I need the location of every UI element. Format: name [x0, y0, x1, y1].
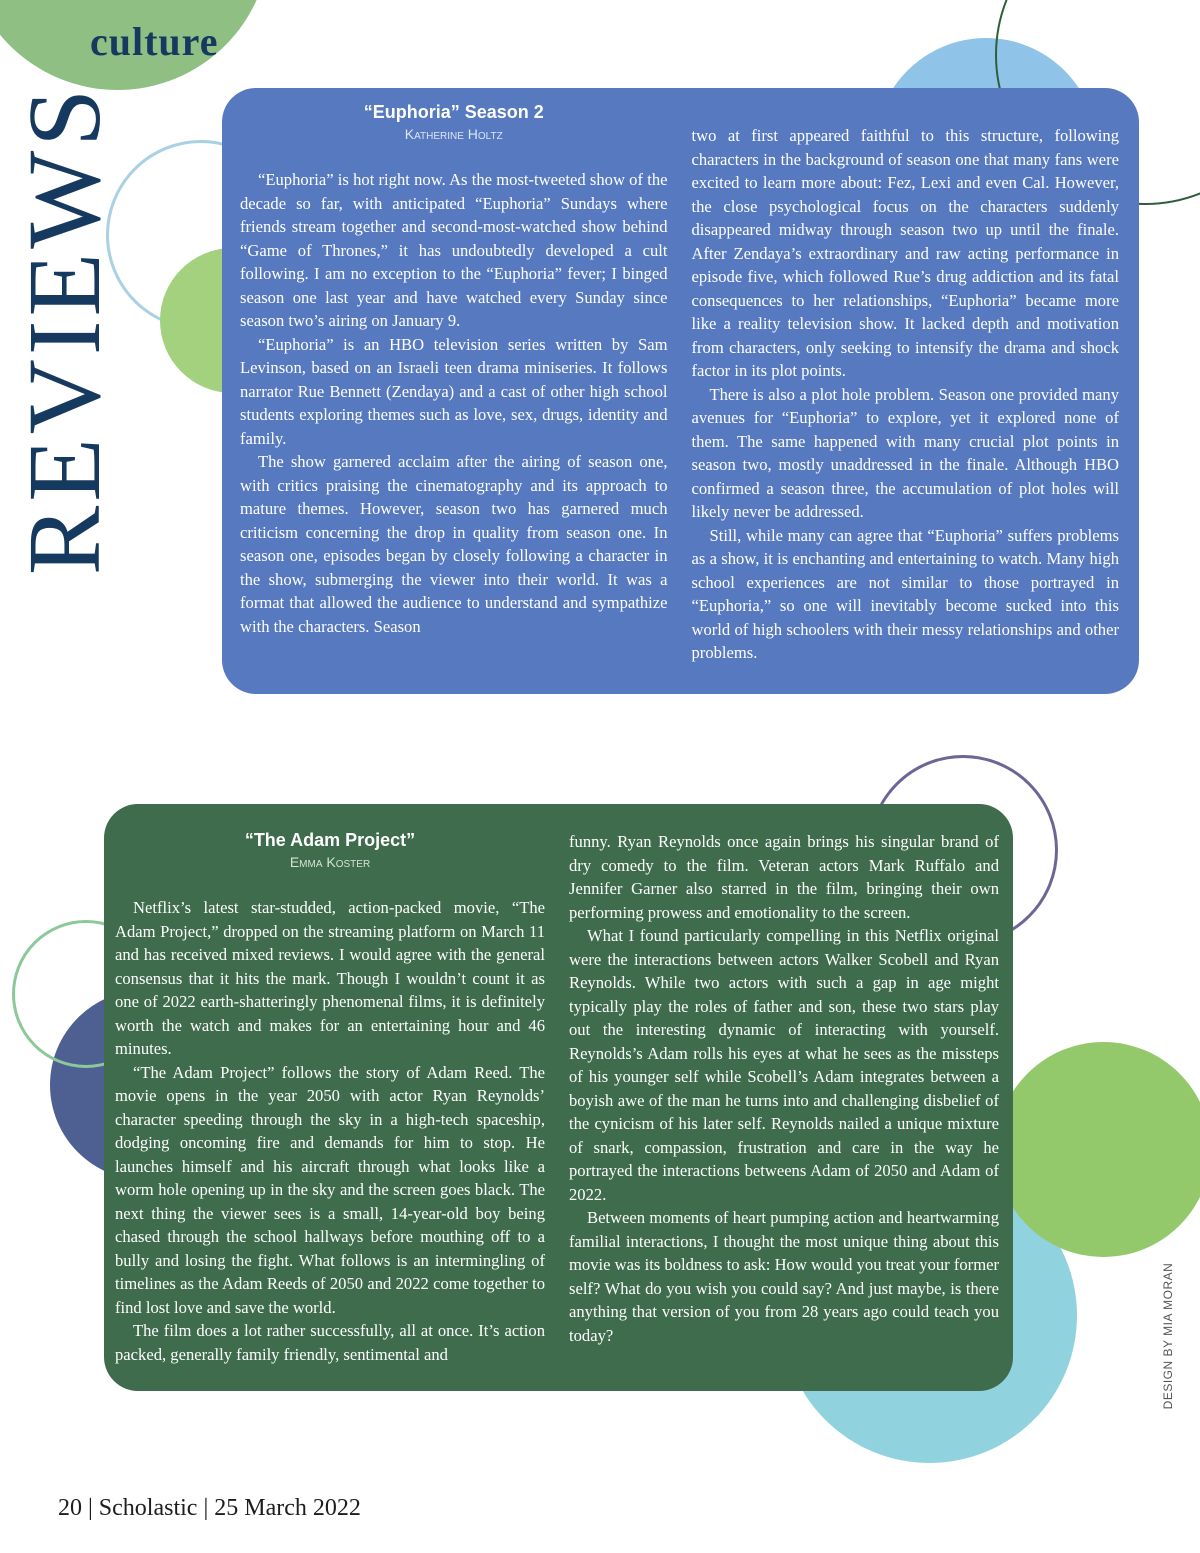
review-paragraph: Netflix’s latest star-studded, action-packed movie, “The Adam Project,” dropped on the streaming platform on March 11 and has received mixed reviews. I would agree with the general consensus that it hits the mark. Though I wouldn’t count it as one of 2022 earth-shatteringly phenomenal films, it is definitely worth the watch and makes for an entertaining hour and 46 minutes.	[115, 898, 545, 1058]
review-paragraph: There is also a plot hole problem. Season one provided many avenues for “Euphoria” to explore, yet it explored none of them. The same happened with many crucial plot points in season two, mostly unaddressed in the finale. Although HBO confirmed a season three, the accumulation of plot holes will likely never be addressed.	[691, 384, 1119, 521]
review-paragraph: “Euphoria” is an HBO television series written by Sam Levinson, based on an Israeli teen drama miniseries. It follows narrator Rue Bennett (Zendaya) and a cast of other high school students exploring themes such as love, sex, drugs, identity and family.	[240, 334, 668, 448]
section-tag: culture	[90, 19, 219, 64]
review-title: “The Adam Project”	[244, 830, 416, 850]
review-paragraph-continued: two at first appeared faithful to this structure, following characters in the background of season one that many fans were excited to learn more about: Fez, Lexi and even Cal. However, the close psychological focus on the characters suddenly disappeared midway through season two up until the finale. After Zendaya’s extraordinary and raw acting performance in episode five, which followed Rue’s drug addiction and its fatal consequences to her relationships, “Euphoria” became more like a reality television show. It lacked depth and motivation from characters, only seeking to intensify the drama and shock factor in its plot points.	[691, 126, 1119, 380]
review-author: Katherine Holtz	[404, 126, 503, 142]
review-card-euphoria	[222, 88, 1139, 694]
reviews-title-text: REVIEWS	[7, 84, 122, 576]
review-column-2	[692, 102, 1120, 680]
design-credit: DESIGN BY MIA MORAN	[1161, 1262, 1175, 1410]
review-author: Emma Koster	[289, 854, 371, 870]
review-title: “Euphoria” Season 2	[363, 102, 544, 122]
review-card-adam-project	[104, 804, 1013, 1391]
review-paragraph: The show garnered acclaim after the airing of season one, with critics praising the cinematography and its approach to mature themes. However, season two has garnered much criticism concerning the drop in quality from season one. In season one, episodes began by closely following a character in the show, submerging the viewer into their world. It was a format that allowed the audience to understand and sympathize with the characters. Season	[240, 452, 668, 636]
review-paragraph: Between moments of heart pumping action and heartwarming familial interactions, I thought the most unique thing about this movie was its boldness to ask: How would you treat your former self? What do you wish you could say? And just maybe, is there anything that version of you from 28 years ago could teach you today?	[569, 1208, 999, 1345]
review-paragraph: “The Adam Project” follows the story of Adam Reed. The movie opens in the year 2050 with actor Ryan Reynolds’ character speeding through the sky in a high-tech spaceship, dodging oncoming fire and demands for him to stop. He launches himself and his aircraft through what looks like a worm hole opening up in the sky and the screen goes black. The next thing the viewer sees is a small, 14-year-old boy being chased through the school hallways before mouthing off to a bully and losing the fight. What follows is an intermingling of timelines as the Adam Reeds of 2050 and 2022 come together to find lost love and save the world.	[115, 1062, 545, 1317]
review-paragraph-continued: funny. Ryan Reynolds once again brings his singular brand of dry comedy to the film. Veteran actors Mark Ruffalo and Jennifer Garner also starred in the film, bringing their own performing prowess and emotionality to the screen.	[569, 832, 999, 922]
review-paragraph: Still, while many can agree that “Euphoria” suffers problems as a show, it is enchanting and entertaining to watch. Many high school experiences are not similar to those portrayed in “Euphoria,” so one will inevitably become sucked into this world of high schoolers with their messy relationships and other problems.	[691, 525, 1119, 662]
page-footer: 20 | Scholastic | 25 March 2022	[58, 1495, 361, 1521]
decorative-circle-green-bottom-right	[996, 1042, 1200, 1257]
review-column-1	[240, 102, 668, 680]
review-paragraph: The film does a lot rather successfully, all at once. It’s action packed, generally family friendly, sentimental and	[115, 1321, 545, 1364]
review-paragraph: What I found particularly compelling in this Netflix original were the interactions between actors Walker Scobell and Ryan Reynolds. While two actors with such a gap in age might typically play the roles of father and son, these two stars play out the interesting dynamic of interacting with yourself. Reynolds’s Adam rolls his eyes at what he sees as the missteps of his younger self while Scobell’s Adam integrates between a boyish awe of the man he turns into and challenging disbelief of the cynicism of his later self. Reynolds nailed a unique mixture of snark, compassion, frustration and care in the way he portrayed the interactions betweens Adam of 2050 and Adam of 2022.	[569, 926, 999, 1204]
review-column-2	[569, 830, 999, 1377]
review-paragraph: “Euphoria” is hot right now. As the most-tweeted show of the decade so far, with anticipated “Euphoria” Sundays where friends stream together and second-most-watched show behind “Game of Thrones,” it has undoubtedly developed a cult following. I am no exception to the “Euphoria” fever; I binged season one last year and have watched every Sunday since season two’s airing on January 9.	[240, 170, 668, 330]
review-column-1	[115, 830, 545, 1377]
